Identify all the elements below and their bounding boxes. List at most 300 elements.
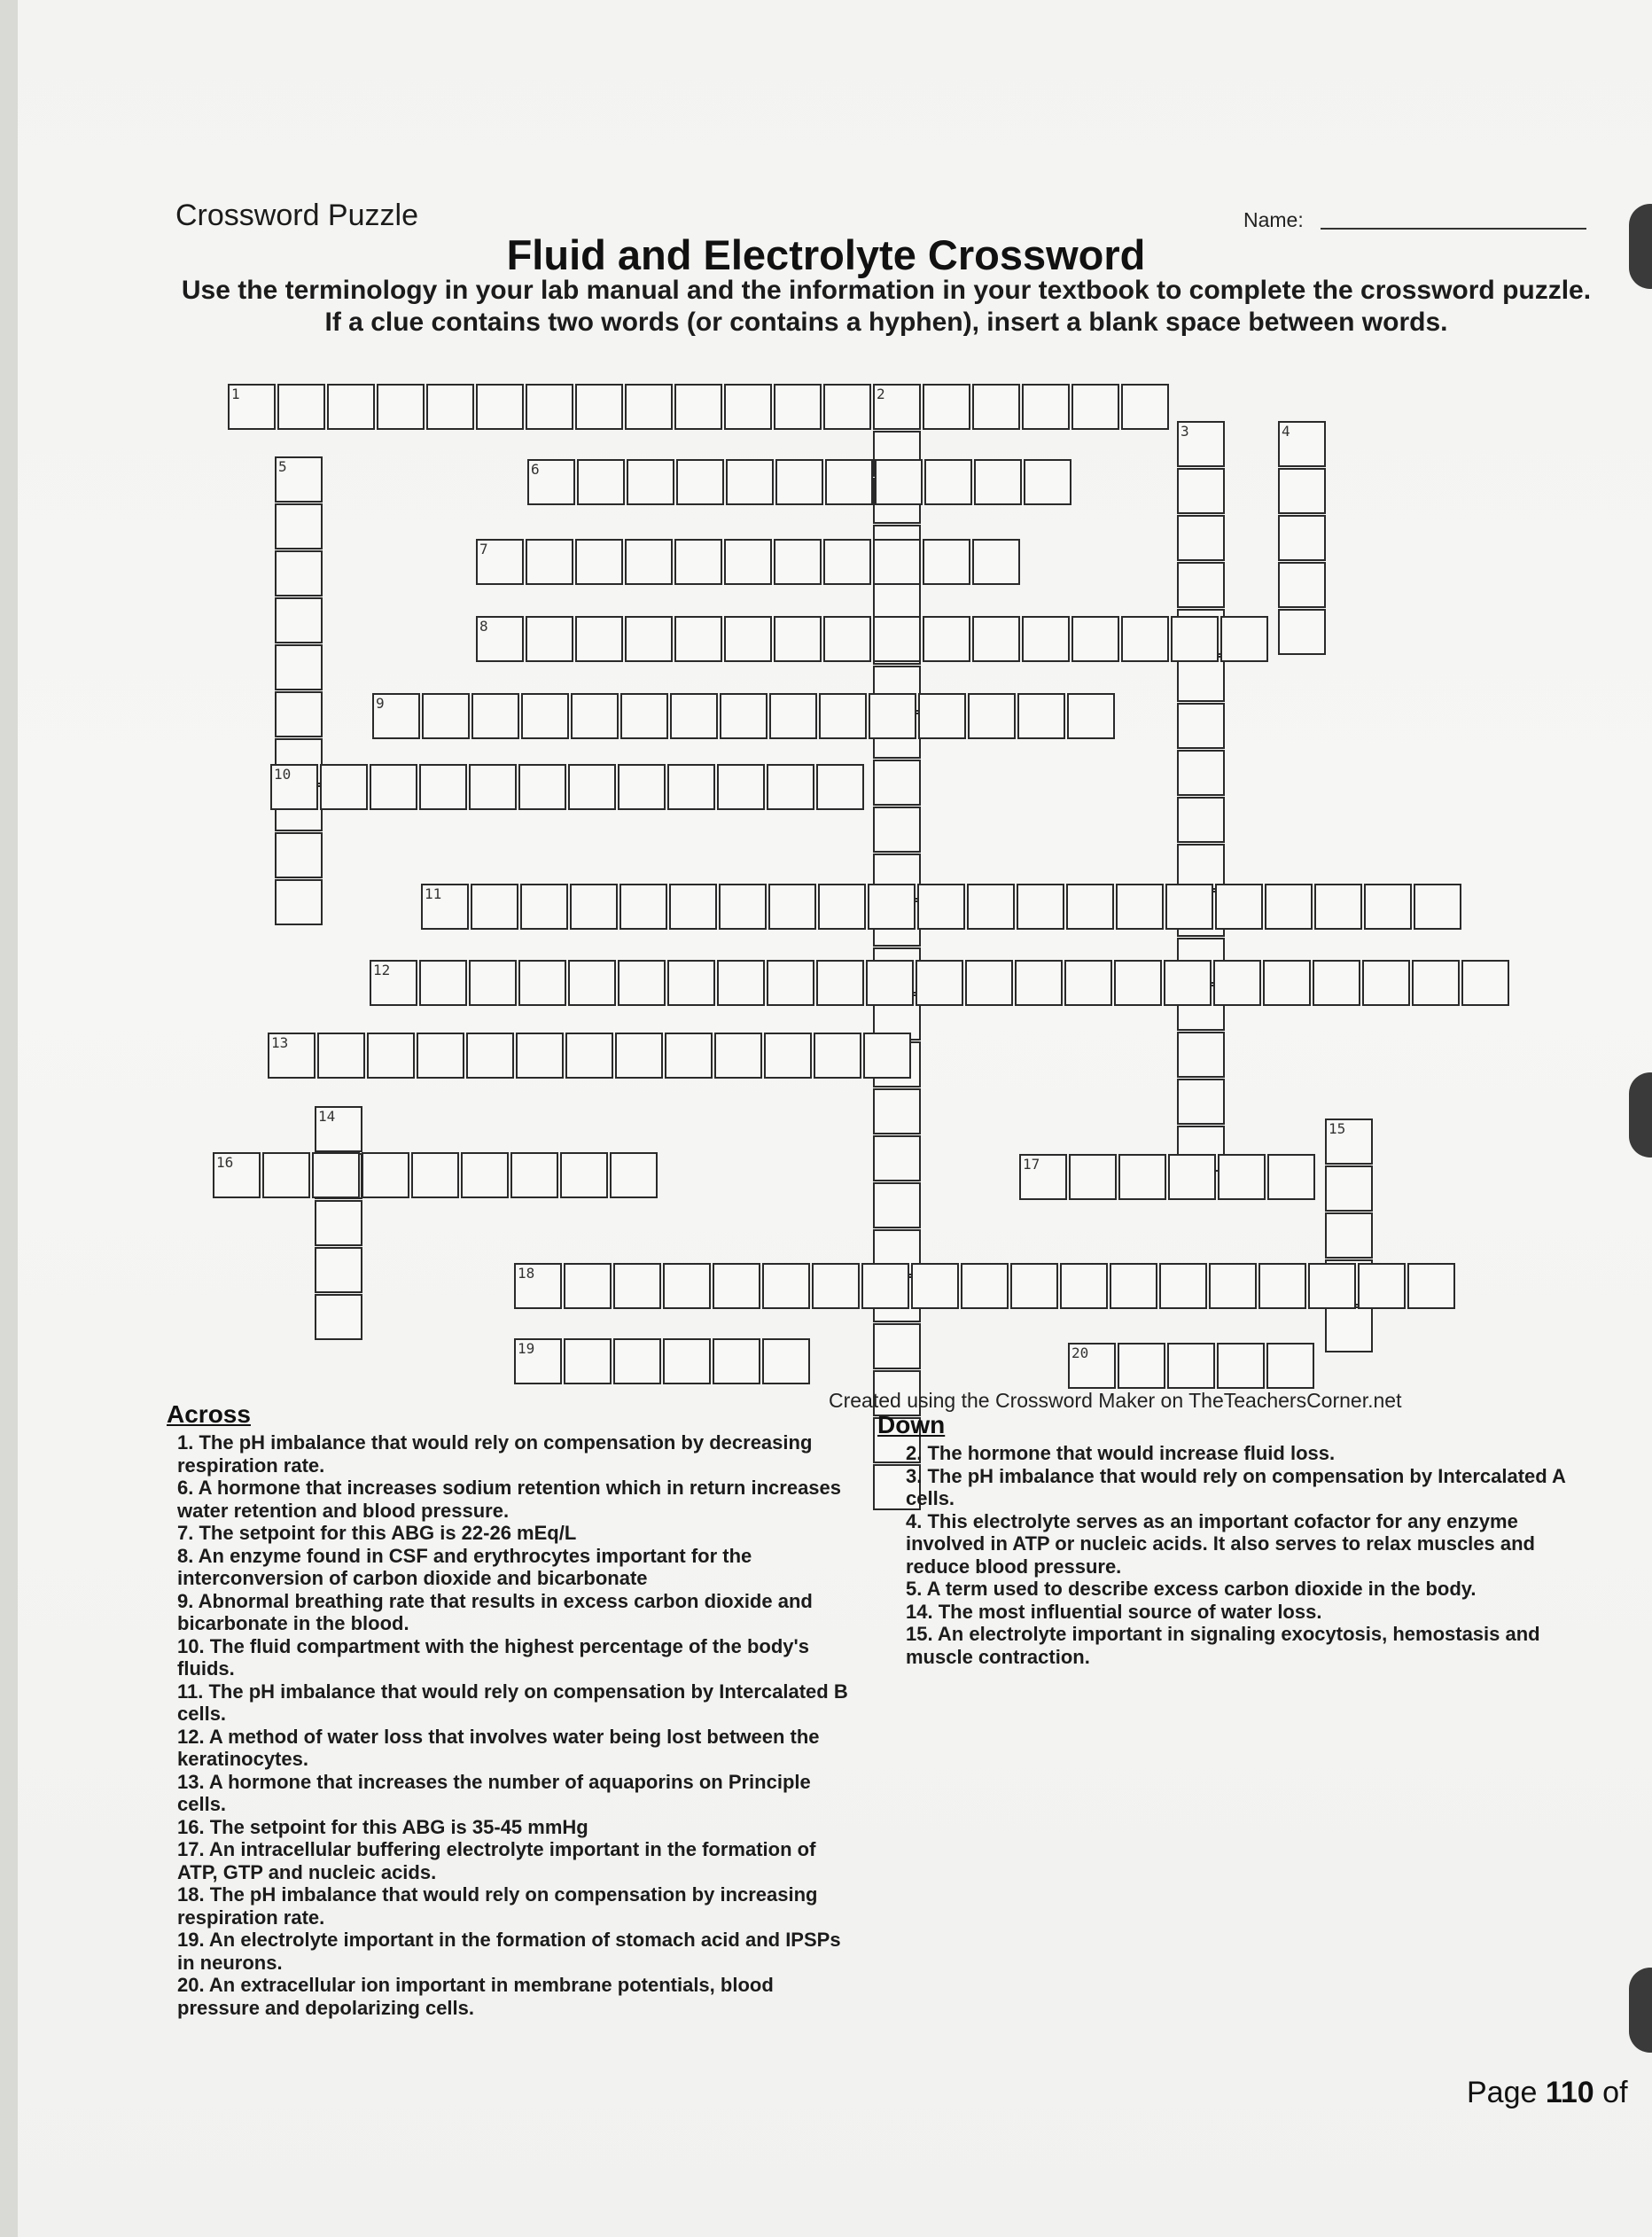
crossword-cell[interactable]: [568, 960, 616, 1006]
crossword-cell[interactable]: [1118, 1343, 1165, 1389]
crossword-cell[interactable]: [1308, 1263, 1356, 1309]
crossword-cell[interactable]: [1071, 616, 1119, 662]
clue-item: [177, 1635, 860, 1680]
crossword-cell[interactable]: [471, 884, 518, 930]
crossword-cell[interactable]: [1022, 616, 1070, 662]
crossword-cell[interactable]: [275, 832, 323, 878]
crossword-cell[interactable]: [575, 384, 623, 430]
crossword-cell[interactable]: [674, 616, 722, 662]
credit-line: Created using the Crossword Maker on TheTeachersCorner.net: [829, 1389, 1402, 1412]
crossword-cell[interactable]: [620, 884, 667, 930]
crossword-cell[interactable]: [917, 884, 965, 930]
clue-number-label: 13: [271, 1034, 289, 1051]
clue-text: The pH imbalance that would rely on compensation by increasing respiration rate.: [177, 1883, 818, 1929]
clue-number: 7.: [177, 1522, 199, 1544]
crossword-cell[interactable]: [1258, 1263, 1306, 1309]
crossword-cell[interactable]: [1017, 693, 1065, 739]
crossword-cell[interactable]: [1118, 1154, 1166, 1200]
clue-number-label: 4: [1282, 423, 1290, 440]
crossword-cell[interactable]: [767, 764, 814, 810]
crossword-cell[interactable]: [819, 693, 867, 739]
crossword-cell[interactable]: [268, 1033, 316, 1079]
crossword-cell[interactable]: [213, 1152, 261, 1198]
name-field[interactable]: [1321, 228, 1586, 230]
crossword-cell[interactable]: [1177, 797, 1225, 843]
clue-text: An electrolyte important in the formation of stomach acid and IPSPs in neurons.: [177, 1929, 841, 1974]
crossword-cell[interactable]: [421, 884, 469, 930]
across-heading: Across: [167, 1400, 251, 1428]
crossword-cell[interactable]: [868, 884, 916, 930]
clue-number-label: 9: [376, 695, 385, 712]
crossword-cell[interactable]: [466, 1033, 514, 1079]
clue-number-label: 1: [231, 386, 240, 402]
clue-text: The pH imbalance that would rely on compensation by decreasing respiration rate.: [177, 1431, 813, 1477]
crossword-cell[interactable]: [816, 764, 864, 810]
crossword-cell[interactable]: [873, 1135, 921, 1181]
crossword-cell[interactable]: [625, 384, 673, 430]
crossword-cell[interactable]: [873, 1323, 921, 1369]
crossword-cell[interactable]: [1213, 960, 1261, 1006]
crossword-cell[interactable]: [1313, 960, 1360, 1006]
name-label: Name:: [1243, 208, 1304, 231]
crossword-cell[interactable]: [370, 960, 417, 1006]
crossword-cell[interactable]: [1164, 960, 1212, 1006]
crossword-cell[interactable]: [1177, 750, 1225, 796]
crossword-cell[interactable]: [1069, 1154, 1117, 1200]
crossword-cell[interactable]: [1022, 384, 1070, 430]
clue-number: 5.: [906, 1578, 927, 1600]
crossword-cell[interactable]: [1064, 960, 1112, 1006]
crossword-cell[interactable]: [823, 384, 871, 430]
crossword-cell[interactable]: [577, 459, 625, 505]
crossword-cell[interactable]: [717, 764, 765, 810]
crossword-cell[interactable]: [774, 384, 822, 430]
clue-number: 17.: [177, 1838, 209, 1860]
clue-item: [177, 1838, 860, 1883]
crossword-cell[interactable]: [613, 1338, 661, 1384]
crossword-cell[interactable]: [275, 644, 323, 690]
clue-text: The hormone that would increase fluid loss.: [927, 1442, 1336, 1464]
crossword-cell[interactable]: [1019, 1154, 1067, 1200]
crossword-cell[interactable]: [1217, 1343, 1265, 1389]
crossword-cell[interactable]: [315, 1200, 362, 1246]
crossword-cell[interactable]: [1071, 384, 1119, 430]
crossword-cell[interactable]: [620, 693, 668, 739]
clue-number-label: 10: [274, 766, 292, 783]
crossword-cell[interactable]: [961, 1263, 1009, 1309]
page-number: [1467, 2076, 1628, 2110]
clue-text: A hormone that increases the number of aquaporins on Principle cells.: [177, 1770, 811, 1815]
crossword-cell[interactable]: [262, 1152, 310, 1198]
clue-number: 15.: [906, 1623, 938, 1645]
crossword-cell[interactable]: [1278, 421, 1326, 467]
crossword-cell[interactable]: [275, 550, 323, 596]
crossword-cell[interactable]: [923, 539, 970, 585]
crossword-cell[interactable]: [665, 1033, 713, 1079]
crossword-cell[interactable]: [825, 459, 873, 505]
crossword-cell[interactable]: [916, 960, 963, 1006]
crossword-cell[interactable]: [1358, 1263, 1406, 1309]
clue-number: 4.: [906, 1509, 928, 1532]
crossword-cell[interactable]: [762, 1338, 810, 1384]
crossword-cell[interactable]: [461, 1152, 509, 1198]
crossword-cell[interactable]: [1177, 656, 1225, 702]
clue-item: [177, 1883, 860, 1929]
crossword-cell[interactable]: [320, 764, 368, 810]
crossword-cell[interactable]: [1159, 1263, 1207, 1309]
crossword-cell[interactable]: [1177, 468, 1225, 514]
clue-number: 16.: [177, 1815, 210, 1838]
crossword-cell[interactable]: [1325, 1212, 1373, 1259]
crossword-cell[interactable]: [972, 539, 1020, 585]
crossword-cell[interactable]: [1110, 1263, 1157, 1309]
crossword-cell[interactable]: [667, 764, 715, 810]
crossword-cell[interactable]: [861, 1263, 909, 1309]
clue-item: [177, 1680, 860, 1726]
crossword-cell[interactable]: [1412, 960, 1460, 1006]
crossword-cell[interactable]: [362, 1152, 409, 1198]
crossword-cell[interactable]: [275, 503, 323, 550]
crossword-cell[interactable]: [315, 1106, 362, 1152]
clue-item: [177, 1522, 860, 1545]
crossword-cell[interactable]: [1177, 703, 1225, 749]
clue-number-label: 12: [373, 962, 391, 978]
crossword-cell[interactable]: [1167, 1343, 1215, 1389]
crossword-cell[interactable]: [1066, 884, 1114, 930]
crossword-cell[interactable]: [565, 1033, 613, 1079]
crossword-cell[interactable]: [1068, 1343, 1116, 1389]
down-clues: [906, 1442, 1588, 1668]
crossword-cell[interactable]: [277, 384, 325, 430]
crossword-cell[interactable]: [370, 764, 417, 810]
clue-text: A method of water loss that involves water being lost between the keratinocytes.: [177, 1725, 820, 1770]
crossword-cell[interactable]: [315, 1247, 362, 1293]
page-suffix: of: [1602, 2076, 1628, 2109]
crossword-cell[interactable]: [372, 693, 420, 739]
crossword-cell[interactable]: [812, 1263, 860, 1309]
crossword-cell[interactable]: [1177, 1032, 1225, 1078]
crossword-cell[interactable]: [275, 691, 323, 737]
crossword-cell[interactable]: [317, 1033, 365, 1079]
crossword-cell[interactable]: [968, 693, 1016, 739]
crossword-cell[interactable]: [724, 616, 772, 662]
crossword-cell[interactable]: [1220, 616, 1268, 662]
crossword-cell[interactable]: [713, 1338, 760, 1384]
crossword-cell[interactable]: [1325, 1306, 1373, 1352]
clue-item: [906, 1442, 1588, 1465]
crossword-cell[interactable]: [613, 1263, 661, 1309]
crossword-cell[interactable]: [510, 1152, 558, 1198]
crossword-cell[interactable]: [270, 764, 318, 810]
crossword-cell[interactable]: [724, 384, 772, 430]
crossword-cell[interactable]: [560, 1152, 608, 1198]
clue-item: [906, 1601, 1588, 1624]
clue-number: 6.: [177, 1477, 199, 1499]
crossword-cell[interactable]: [1266, 1343, 1314, 1389]
clue-number: 14.: [906, 1600, 939, 1623]
clue-text: Abnormal breathing rate that results in excess carbon dioxide and bicarbonate in the blood.: [177, 1589, 813, 1634]
clue-number-label: 18: [518, 1265, 535, 1282]
crossword-cell[interactable]: [564, 1263, 612, 1309]
crossword-cell[interactable]: [315, 1294, 362, 1340]
crossword-cell[interactable]: [667, 960, 715, 1006]
crossword-cell[interactable]: [814, 1033, 861, 1079]
crossword-cell[interactable]: [1177, 562, 1225, 608]
crossword-cell[interactable]: [967, 884, 1015, 930]
crossword-cell[interactable]: [873, 1088, 921, 1134]
crossword-cell[interactable]: [719, 884, 767, 930]
clue-text: An enzyme found in CSF and erythrocytes important for the interconversion of carbon dioxide and bicarbonate: [177, 1544, 752, 1589]
crossword-cell[interactable]: [974, 459, 1022, 505]
crossword-cell[interactable]: [713, 1263, 760, 1309]
crossword-cell[interactable]: [275, 879, 323, 925]
crossword-cell[interactable]: [774, 616, 822, 662]
crossword-cell[interactable]: [1177, 515, 1225, 561]
crossword-cell[interactable]: [768, 884, 816, 930]
crossword-cell[interactable]: [625, 616, 673, 662]
crossword-cell[interactable]: [520, 884, 568, 930]
crossword-cell[interactable]: [419, 764, 467, 810]
crossword-cell[interactable]: [1461, 960, 1509, 1006]
clue-number-label: 11: [425, 885, 442, 902]
crossword-cell[interactable]: [726, 459, 774, 505]
crossword-cell[interactable]: [674, 539, 722, 585]
clue-item: [177, 1771, 860, 1816]
crossword-cell[interactable]: [618, 764, 666, 810]
crossword-cell[interactable]: [873, 616, 921, 662]
crossword-cell[interactable]: [568, 764, 616, 810]
crossword-cell[interactable]: [411, 1152, 459, 1198]
crossword-cell[interactable]: [866, 960, 914, 1006]
clue-number-label: 7: [479, 541, 488, 557]
worksheet-label: Crossword Puzzle: [175, 199, 418, 232]
clue-item: [177, 1816, 860, 1839]
crossword-cell[interactable]: [669, 884, 717, 930]
crossword-cell[interactable]: [1024, 459, 1071, 505]
crossword-cell[interactable]: [873, 1182, 921, 1228]
crossword-cell[interactable]: [674, 384, 722, 430]
clue-number-label: 8: [479, 618, 488, 635]
crossword-cell[interactable]: [476, 616, 524, 662]
crossword-cell[interactable]: [663, 1338, 711, 1384]
clue-text: An intracellular buffering electrolyte important in the formation of ATP, GTP and nucleic acids.: [177, 1838, 816, 1883]
crossword-cell[interactable]: [312, 1152, 360, 1198]
crossword-cell[interactable]: [775, 459, 823, 505]
crossword-cell[interactable]: [1325, 1165, 1373, 1212]
crossword-cell[interactable]: [972, 616, 1020, 662]
clue-item: [177, 1590, 860, 1635]
clue-text: A term used to describe excess carbon dioxide in the body.: [926, 1578, 1477, 1600]
crossword-cell[interactable]: [518, 960, 566, 1006]
crossword-cell[interactable]: [1168, 1154, 1216, 1200]
crossword-cell[interactable]: [676, 459, 724, 505]
crossword-cell[interactable]: [377, 384, 425, 430]
crossword-cell[interactable]: [869, 693, 916, 739]
crossword-cell[interactable]: [570, 884, 618, 930]
crossword-cell[interactable]: [1215, 884, 1263, 930]
crossword-cell[interactable]: [615, 1033, 663, 1079]
clue-number: 8.: [177, 1544, 199, 1567]
page-prefix: Page: [1467, 2076, 1538, 2109]
crossword-cell[interactable]: [923, 384, 970, 430]
crossword-cell[interactable]: [764, 1033, 812, 1079]
crossword-cell[interactable]: [1121, 616, 1169, 662]
clue-number: 12.: [177, 1725, 209, 1748]
clue-number-label: 20: [1071, 1345, 1089, 1361]
clue-item: [906, 1465, 1588, 1510]
clue-item: [177, 1726, 860, 1771]
crossword-cell[interactable]: [469, 764, 517, 810]
clue-number: 10.: [177, 1634, 210, 1657]
crossword-cell[interactable]: [514, 1263, 562, 1309]
crossword-cell[interactable]: [275, 456, 323, 503]
crossword-cell[interactable]: [762, 1263, 810, 1309]
crossword-cell[interactable]: [1364, 884, 1412, 930]
crossword-cell[interactable]: [1263, 960, 1311, 1006]
crossword-cell[interactable]: [724, 539, 772, 585]
crossword-cell[interactable]: [923, 616, 970, 662]
crossword-cell[interactable]: [469, 960, 517, 1006]
crossword-cell[interactable]: [575, 616, 623, 662]
clue-number-label: 3: [1181, 423, 1189, 440]
clue-number: 2.: [906, 1442, 928, 1464]
clue-number-label: 5: [278, 458, 287, 475]
crossword-cell[interactable]: [1165, 884, 1213, 930]
clue-number: 9.: [177, 1589, 199, 1612]
crossword-cell[interactable]: [1177, 421, 1225, 467]
crossword-cell[interactable]: [1010, 1263, 1058, 1309]
crossword-cell[interactable]: [575, 539, 623, 585]
crossword-cell[interactable]: [816, 960, 864, 1006]
clue-item: [906, 1578, 1588, 1601]
crossword-cell[interactable]: [327, 384, 375, 430]
crossword-cell[interactable]: [610, 1152, 658, 1198]
crossword-cell[interactable]: [823, 539, 871, 585]
crossword-cell[interactable]: [1278, 515, 1326, 561]
crossword-cell[interactable]: [1278, 609, 1326, 655]
crossword-cell[interactable]: [1278, 468, 1326, 514]
crossword-cell[interactable]: [663, 1263, 711, 1309]
crossword-cell[interactable]: [863, 1033, 911, 1079]
crossword-cell[interactable]: [873, 384, 921, 430]
binder-hole: [1629, 1968, 1652, 2053]
crossword-cell[interactable]: [526, 384, 573, 430]
clue-number: 11.: [177, 1680, 209, 1703]
clue-text: This electrolyte serves as an important cofactor for any enzyme involved in ATP or nucleic acids. It also serves to relax muscles and reduce blood pressure.: [906, 1509, 1535, 1578]
clue-text: An electrolyte important in signaling exocytosis, hemostasis and muscle contraction.: [906, 1623, 1540, 1668]
crossword-cell[interactable]: [1171, 616, 1219, 662]
clue-text: The fluid compartment with the highest percentage of the body's fluids.: [177, 1634, 809, 1680]
crossword-cell[interactable]: [720, 693, 768, 739]
crossword-cell[interactable]: [627, 459, 674, 505]
crossword-cell[interactable]: [571, 693, 619, 739]
crossword-cell[interactable]: [924, 459, 972, 505]
crossword-cell[interactable]: [476, 384, 524, 430]
crossword-cell[interactable]: [873, 539, 921, 585]
crossword-cell[interactable]: [367, 1033, 415, 1079]
crossword-cell[interactable]: [1060, 1263, 1108, 1309]
crossword-cell[interactable]: [1177, 1079, 1225, 1125]
crossword-cell[interactable]: [516, 1033, 564, 1079]
clue-number-label: 2: [877, 386, 885, 402]
crossword-cell[interactable]: [1209, 1263, 1257, 1309]
crossword-cell[interactable]: [526, 539, 573, 585]
crossword-cell[interactable]: [767, 960, 814, 1006]
crossword-cell[interactable]: [918, 693, 966, 739]
crossword-cell[interactable]: [526, 616, 573, 662]
clue-item: [177, 1477, 860, 1522]
crossword-cell[interactable]: [714, 1033, 762, 1079]
crossword-cell[interactable]: [1121, 384, 1169, 430]
clue-item: [906, 1510, 1588, 1578]
crossword-cell[interactable]: [972, 384, 1020, 430]
crossword-cell[interactable]: [670, 693, 718, 739]
clue-item: [177, 1929, 860, 1974]
crossword-cell[interactable]: [1414, 884, 1461, 930]
crossword-cell[interactable]: [518, 764, 566, 810]
crossword-cell[interactable]: [476, 539, 524, 585]
crossword-cell[interactable]: [1267, 1154, 1315, 1200]
crossword-cell[interactable]: [823, 616, 871, 662]
crossword-cell[interactable]: [717, 960, 765, 1006]
clue-number: 20.: [177, 1974, 209, 1996]
crossword-cell[interactable]: [1218, 1154, 1266, 1200]
crossword-cell[interactable]: [1325, 1118, 1373, 1165]
page-number-value: 110: [1545, 2076, 1594, 2109]
clue-text: The pH imbalance that would rely on compensation by Intercalated B cells.: [177, 1680, 848, 1725]
clue-text: The most influential source of water loss.: [938, 1600, 1322, 1623]
crossword-cell[interactable]: [521, 693, 569, 739]
crossword-cell[interactable]: [618, 960, 666, 1006]
crossword-cell[interactable]: [965, 960, 1013, 1006]
crossword-cell[interactable]: [1114, 960, 1162, 1006]
crossword-cell[interactable]: [1017, 884, 1064, 930]
crossword-cell[interactable]: [911, 1263, 959, 1309]
crossword-cell[interactable]: [564, 1338, 612, 1384]
clue-item: [177, 1431, 860, 1477]
page-title: Fluid and Electrolyte Crossword: [506, 231, 1146, 278]
crossword-cell[interactable]: [1116, 884, 1164, 930]
crossword-cell[interactable]: [1278, 562, 1326, 608]
clue-number: 19.: [177, 1929, 209, 1951]
crossword-cell[interactable]: [426, 384, 474, 430]
crossword-cell[interactable]: [1314, 884, 1362, 930]
clue-number-label: 6: [531, 461, 540, 478]
crossword-cell[interactable]: [1362, 960, 1410, 1006]
crossword-cell[interactable]: [873, 760, 921, 806]
crossword-cell[interactable]: [527, 459, 575, 505]
crossword-cell[interactable]: [875, 459, 923, 505]
crossword-cell[interactable]: [1407, 1263, 1455, 1309]
crossword-cell[interactable]: [275, 597, 323, 643]
crossword-cell[interactable]: [818, 884, 866, 930]
crossword-cell[interactable]: [419, 960, 467, 1006]
crossword-cell[interactable]: [228, 384, 276, 430]
crossword-cell[interactable]: [422, 693, 470, 739]
crossword-cell[interactable]: [625, 539, 673, 585]
crossword-cell[interactable]: [1015, 960, 1063, 1006]
crossword-cell[interactable]: [1265, 884, 1313, 930]
crossword-cell[interactable]: [417, 1033, 464, 1079]
crossword-cell[interactable]: [471, 693, 519, 739]
crossword-cell[interactable]: [1067, 693, 1115, 739]
clue-text: A hormone that increases sodium retention which in return increases water retention and blood pressure.: [177, 1477, 842, 1522]
crossword-cell[interactable]: [774, 539, 822, 585]
crossword-cell[interactable]: [769, 693, 817, 739]
down-heading: Down: [877, 1411, 946, 1438]
crossword-cell[interactable]: [873, 807, 921, 853]
crossword-cell[interactable]: [514, 1338, 562, 1384]
